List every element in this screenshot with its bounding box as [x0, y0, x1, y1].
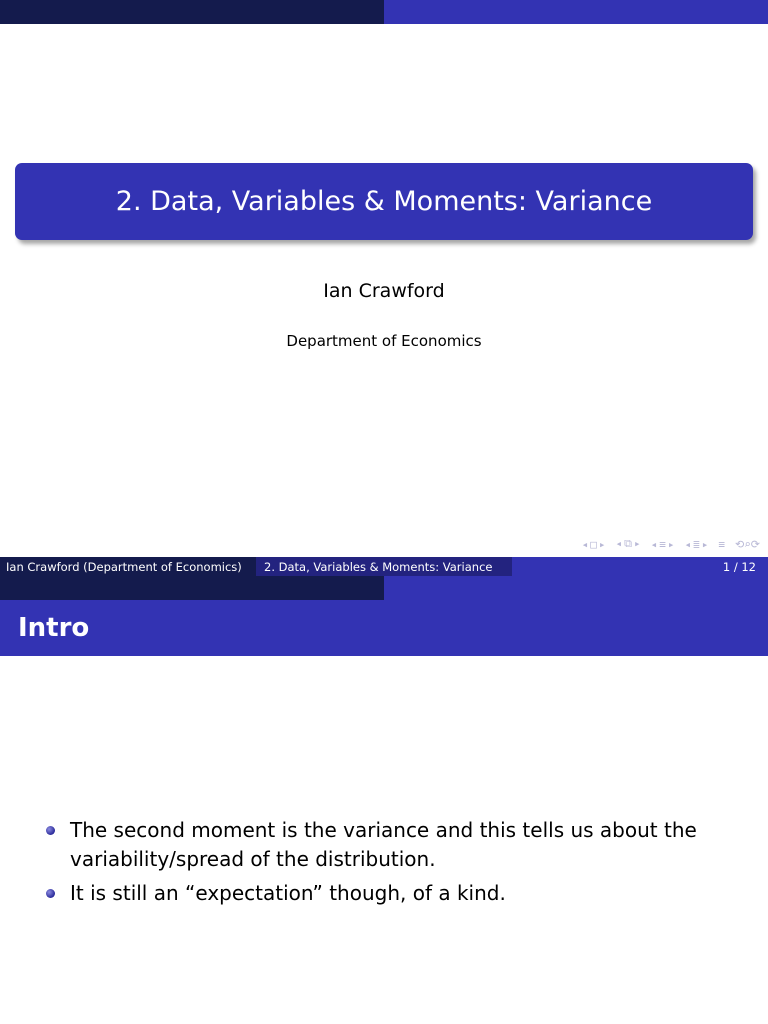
frame-title: Intro [0, 600, 768, 656]
next-subsubsection-icon[interactable]: ▸ [701, 537, 709, 551]
prev-frame-icon[interactable]: ◂ [581, 537, 589, 551]
search-nav [735, 538, 760, 551]
subsection-icon[interactable]: ⧉ [624, 537, 632, 550]
subsubsection-icon[interactable]: ≣ [693, 537, 700, 551]
frame-icon[interactable]: □ [590, 537, 597, 551]
header-bar-right [384, 576, 768, 600]
top-header-bar [0, 0, 768, 24]
next-frame-icon[interactable]: ▸ [598, 537, 606, 551]
top-header-bar [0, 576, 768, 600]
presentation-title: 2. Data, Variables & Moments: Variance [115, 186, 653, 217]
next-section-icon[interactable]: ▸ [667, 537, 675, 551]
header-bar-left [0, 0, 384, 24]
list-item [46, 816, 746, 874]
search-icon[interactable]: ⟲⌕⟳ [734, 537, 760, 551]
footline-page-number: 1 / 12 [512, 557, 768, 576]
list-item-text: The second moment is the variance and this tells us about the variability/spread of the distribution. [70, 818, 697, 871]
prev-subsubsection-icon[interactable]: ◂ [684, 537, 692, 551]
bullet-list [46, 816, 746, 913]
institute-name: Department of Economics [286, 332, 482, 350]
title-box [15, 163, 753, 240]
section-nav [651, 538, 675, 551]
subsection-nav [615, 537, 640, 551]
intro-slide [0, 576, 768, 1024]
beamer-navigation-symbols [574, 537, 760, 551]
list-item-text: It is still an “expectation” though, of a kind. [70, 881, 506, 905]
align-nav [718, 538, 725, 551]
header-bar-left [0, 576, 384, 600]
prev-subsection-icon[interactable]: ◂ [615, 537, 623, 550]
align-icon[interactable]: ≡ [718, 537, 725, 551]
next-subsection-icon[interactable]: ▸ [633, 537, 641, 550]
header-bar-right [384, 0, 768, 24]
bullet-icon [46, 826, 55, 835]
author-name: Ian Crawford [323, 280, 445, 302]
footline [0, 557, 768, 576]
footline-author: Ian Crawford (Department of Economics) [0, 557, 256, 576]
prev-section-icon[interactable]: ◂ [650, 537, 658, 551]
bullet-icon [46, 889, 55, 898]
footline-title: 2. Data, Variables & Moments: Variance [256, 557, 512, 576]
subsubsection-nav [684, 538, 708, 551]
list-item [46, 879, 746, 908]
section-icon[interactable]: ≡ [659, 537, 666, 551]
frame-nav [582, 538, 606, 551]
